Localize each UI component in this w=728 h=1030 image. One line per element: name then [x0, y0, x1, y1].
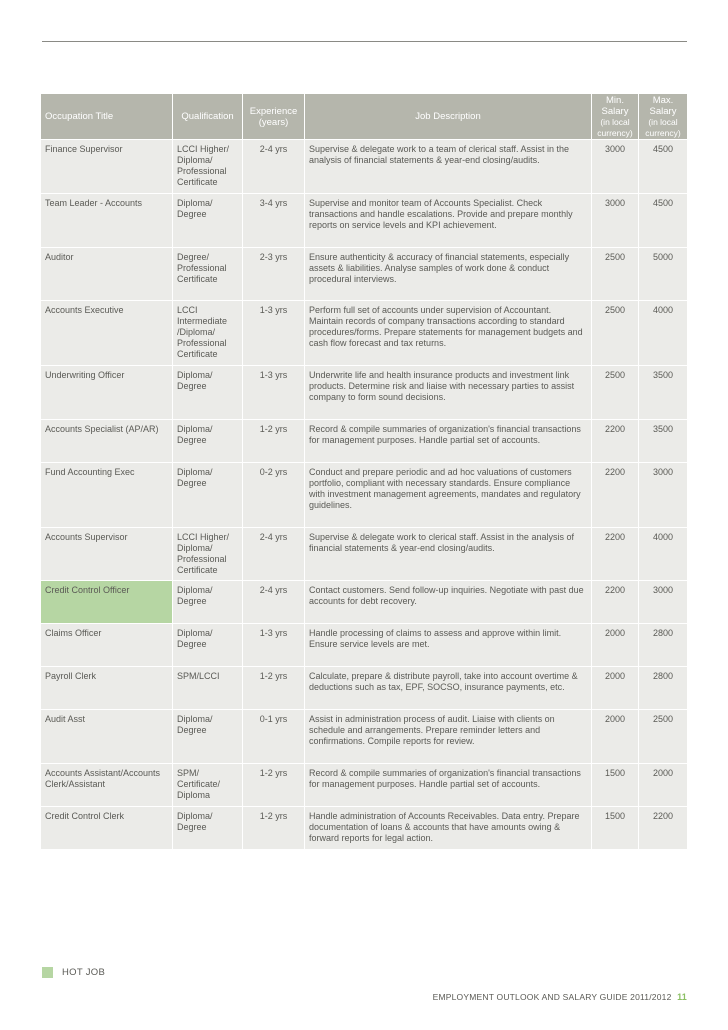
min-salary-cell: 2200 — [592, 580, 639, 623]
experience-cell: 1-3 yrs — [243, 365, 305, 419]
job-description-cell: Supervise and monitor team of Accounts Specialist. Check transactions and handle escalations. Provide and prepare monthly reports on service levels and KPI achievement. — [305, 193, 592, 247]
header-experience-line2: (years) — [258, 116, 289, 128]
qualification-line: Certificate — [177, 349, 218, 359]
experience-cell: 0-1 yrs — [243, 709, 305, 763]
qualification-line: Diploma/ — [177, 198, 213, 208]
occupation-title-cell: Finance Supervisor — [41, 139, 173, 193]
max-salary-cell: 4500 — [639, 139, 687, 193]
legend — [42, 967, 105, 978]
max-salary-cell: 5000 — [639, 247, 687, 300]
max-salary-cell: 4500 — [639, 193, 687, 247]
qualification-cell — [173, 193, 243, 247]
min-salary-cell: 2200 — [592, 462, 639, 527]
table-row — [41, 709, 687, 763]
header-qualification: Qualification — [173, 94, 243, 139]
table-row — [41, 247, 687, 300]
qualification-line: Degree — [177, 478, 207, 488]
qualification-line: Degree — [177, 725, 207, 735]
job-description-cell: Supervise & delegate work to clerical staff. Assist in the analysis of financial statements & year-end closing/audits. — [305, 527, 592, 580]
qualification-line: /Diploma/ — [177, 327, 216, 337]
qualification-line: Diploma/ — [177, 467, 213, 477]
header-min-line2: Salary — [601, 105, 629, 117]
qualification-cell — [173, 580, 243, 623]
min-salary-cell: 3000 — [592, 193, 639, 247]
qualification-line: Professional — [177, 338, 227, 348]
qualification-line: Certificate — [177, 274, 218, 284]
header-min-line4: currency) — [597, 127, 633, 138]
qualification-line: Professional — [177, 166, 227, 176]
experience-cell: 1-2 yrs — [243, 419, 305, 462]
occupation-title-cell: Credit Control Officer — [41, 580, 173, 623]
header-max-line2: Salary — [649, 105, 677, 117]
occupation-title-cell: Fund Accounting Exec — [41, 462, 173, 527]
salary-table — [41, 94, 687, 849]
header-experience-line1: Experience — [249, 105, 298, 117]
experience-cell: 0-2 yrs — [243, 462, 305, 527]
qualification-cell — [173, 709, 243, 763]
qualification-cell — [173, 462, 243, 527]
occupation-title-cell: Accounts Assistant/Accounts Clerk/Assistant — [41, 763, 173, 806]
top-rule — [42, 41, 687, 42]
qualification-line: Diploma/ — [177, 155, 213, 165]
header-min-line3: (in local — [600, 116, 630, 127]
job-description-cell: Ensure authenticity & accuracy of financial statements, especially assets & liabilities. Analyse samples of work done & conduct procedural interviews. — [305, 247, 592, 300]
min-salary-cell: 2500 — [592, 365, 639, 419]
max-salary-cell: 2800 — [639, 666, 687, 709]
footer-title: EMPLOYMENT OUTLOOK AND SALARY GUIDE 2011/2012 — [432, 992, 672, 1002]
qualification-line: Professional — [177, 554, 227, 564]
table-row — [41, 806, 687, 849]
min-salary-cell: 2500 — [592, 300, 639, 365]
max-salary-cell: 2500 — [639, 709, 687, 763]
job-description-cell: Perform full set of accounts under supervision of Accountant. Maintain records of company transactions according to standard procedures/forms. Prepare statements for management budgets and cash flow forecast and tax returns. — [305, 300, 592, 365]
min-salary-cell: 1500 — [592, 806, 639, 849]
job-description-cell: Contact customers. Send follow-up inquiries. Negotiate with past due accounts for debt recovery. — [305, 580, 592, 623]
qualification-line: Degree — [177, 822, 207, 832]
job-description-cell: Handle processing of claims to assess and approve within limit. Ensure service levels are met. — [305, 623, 592, 666]
min-salary-cell: 2000 — [592, 623, 639, 666]
job-description-cell: Assist in administration process of audit. Liaise with clients on schedule and arrangements. Prepare reminder letters and confirmations. Compile reports for review. — [305, 709, 592, 763]
qualification-line: Professional — [177, 263, 227, 273]
experience-cell: 1-2 yrs — [243, 806, 305, 849]
min-salary-cell: 3000 — [592, 139, 639, 193]
job-description-cell: Record & compile summaries of organization's financial transactions for management purposes. Handle partial set of accounts. — [305, 419, 592, 462]
experience-cell: 2-4 yrs — [243, 527, 305, 580]
header-max-salary — [639, 94, 687, 139]
header-min-line1: Min. — [606, 94, 624, 106]
header-min-salary — [592, 94, 639, 139]
qualification-cell — [173, 666, 243, 709]
occupation-title-cell: Payroll Clerk — [41, 666, 173, 709]
qualification-cell — [173, 419, 243, 462]
qualification-line: Diploma/ — [177, 585, 213, 595]
qualification-cell — [173, 300, 243, 365]
header-description: Job Description — [305, 94, 592, 139]
experience-cell: 2-3 yrs — [243, 247, 305, 300]
qualification-line: Diploma/ — [177, 424, 213, 434]
job-description-cell: Underwrite life and health insurance products and investment link products. Determine risk and liaise with necessary parties to assist company to form sound decisions. — [305, 365, 592, 419]
occupation-title-cell: Claims Officer — [41, 623, 173, 666]
occupation-title-cell: Credit Control Clerk — [41, 806, 173, 849]
table-row — [41, 580, 687, 623]
max-salary-cell: 3500 — [639, 419, 687, 462]
occupation-title-cell: Auditor — [41, 247, 173, 300]
page-number: 11 — [677, 992, 687, 1002]
experience-cell: 1-2 yrs — [243, 763, 305, 806]
table-row — [41, 623, 687, 666]
header-max-line1: Max. — [652, 94, 674, 106]
experience-cell: 1-3 yrs — [243, 300, 305, 365]
qualification-line: Intermediate — [177, 316, 228, 326]
occupation-title-cell: Team Leader - Accounts — [41, 193, 173, 247]
experience-cell: 2-4 yrs — [243, 139, 305, 193]
experience-cell: 2-4 yrs — [243, 580, 305, 623]
qualification-line: Degree — [177, 639, 207, 649]
max-salary-cell: 3500 — [639, 365, 687, 419]
qualification-line: Certificate/ — [177, 779, 221, 789]
table-row — [41, 666, 687, 709]
table-row — [41, 300, 687, 365]
min-salary-cell: 1500 — [592, 763, 639, 806]
qualification-line: LCCI Higher/ — [177, 144, 230, 154]
experience-cell: 3-4 yrs — [243, 193, 305, 247]
qualification-line: Diploma — [177, 790, 211, 800]
qualification-line: Degree — [177, 596, 207, 606]
max-salary-cell: 4000 — [639, 527, 687, 580]
qualification-cell — [173, 247, 243, 300]
occupation-title-cell: Accounts Supervisor — [41, 527, 173, 580]
qualification-line: Diploma/ — [177, 543, 213, 553]
qualification-cell — [173, 806, 243, 849]
qualification-cell — [173, 527, 243, 580]
table-row — [41, 763, 687, 806]
header-occupation: Occupation Title — [41, 94, 173, 139]
min-salary-cell: 2000 — [592, 666, 639, 709]
hot-job-label: HOT JOB — [62, 967, 106, 978]
qualification-line: Diploma/ — [177, 628, 213, 638]
qualification-line: SPM/ — [177, 768, 200, 778]
qualification-cell — [173, 763, 243, 806]
qualification-cell — [173, 623, 243, 666]
page-footer — [433, 992, 687, 1002]
job-description-cell: Handle administration of Accounts Receivables. Data entry. Prepare documentation of loans & accounts that have amounts owing & forward reports for legal action. — [305, 806, 592, 849]
header-max-line4: currency) — [645, 127, 681, 138]
max-salary-cell: 3000 — [639, 462, 687, 527]
max-salary-cell: 4000 — [639, 300, 687, 365]
occupation-title-cell: Audit Asst — [41, 709, 173, 763]
table-row — [41, 365, 687, 419]
experience-cell: 1-3 yrs — [243, 623, 305, 666]
occupation-title-cell: Accounts Specialist (AP/AR) — [41, 419, 173, 462]
table-body — [41, 139, 687, 849]
qualification-line: Degree — [177, 435, 207, 445]
qualification-line: LCCI Higher/ — [177, 532, 230, 542]
max-salary-cell: 2200 — [639, 806, 687, 849]
min-salary-cell: 2000 — [592, 709, 639, 763]
qualification-line: Certificate — [177, 565, 218, 575]
max-salary-cell: 2000 — [639, 763, 687, 806]
min-salary-cell: 2200 — [592, 527, 639, 580]
occupation-title-cell: Underwriting Officer — [41, 365, 173, 419]
min-salary-cell: 2200 — [592, 419, 639, 462]
job-description-cell: Supervise & delegate work to a team of clerical staff. Assist in the analysis of financial statements & year-end closing/audits. — [305, 139, 592, 193]
job-description-cell: Calculate, prepare & distribute payroll, take into account overtime & deductions such as tax, EPF, SOCSO, insurance payments, etc. — [305, 666, 592, 709]
qualification-line: Diploma/ — [177, 811, 213, 821]
table-row — [41, 462, 687, 527]
job-description-cell: Conduct and prepare periodic and ad hoc valuations of customers portfolio, compliant with necessary standards. Ensure compliance with investment management agreements, mandates and regulatory guidelines. — [305, 462, 592, 527]
experience-cell: 1-2 yrs — [243, 666, 305, 709]
table-row — [41, 193, 687, 247]
table-row — [41, 419, 687, 462]
max-salary-cell: 3000 — [639, 580, 687, 623]
qualification-line: Degree — [177, 381, 207, 391]
qualification-line: SPM/LCCI — [177, 671, 220, 681]
header-experience — [243, 94, 305, 139]
job-description-cell: Record & compile summaries of organization's financial transactions for management purposes. Handle partial set of accounts. — [305, 763, 592, 806]
qualification-cell — [173, 139, 243, 193]
qualification-line: Diploma/ — [177, 714, 213, 724]
table-header-row — [41, 94, 687, 139]
min-salary-cell: 2500 — [592, 247, 639, 300]
qualification-line: Degree/ — [177, 252, 210, 262]
qualification-line: Certificate — [177, 177, 218, 187]
table-row — [41, 527, 687, 580]
hot-job-swatch — [42, 967, 53, 978]
occupation-title-cell: Accounts Executive — [41, 300, 173, 365]
qualification-cell — [173, 365, 243, 419]
table-row — [41, 139, 687, 193]
qualification-line: LCCI — [177, 305, 198, 315]
header-max-line3: (in local — [648, 116, 678, 127]
max-salary-cell: 2800 — [639, 623, 687, 666]
qualification-line: Diploma/ — [177, 370, 213, 380]
qualification-line: Degree — [177, 209, 207, 219]
